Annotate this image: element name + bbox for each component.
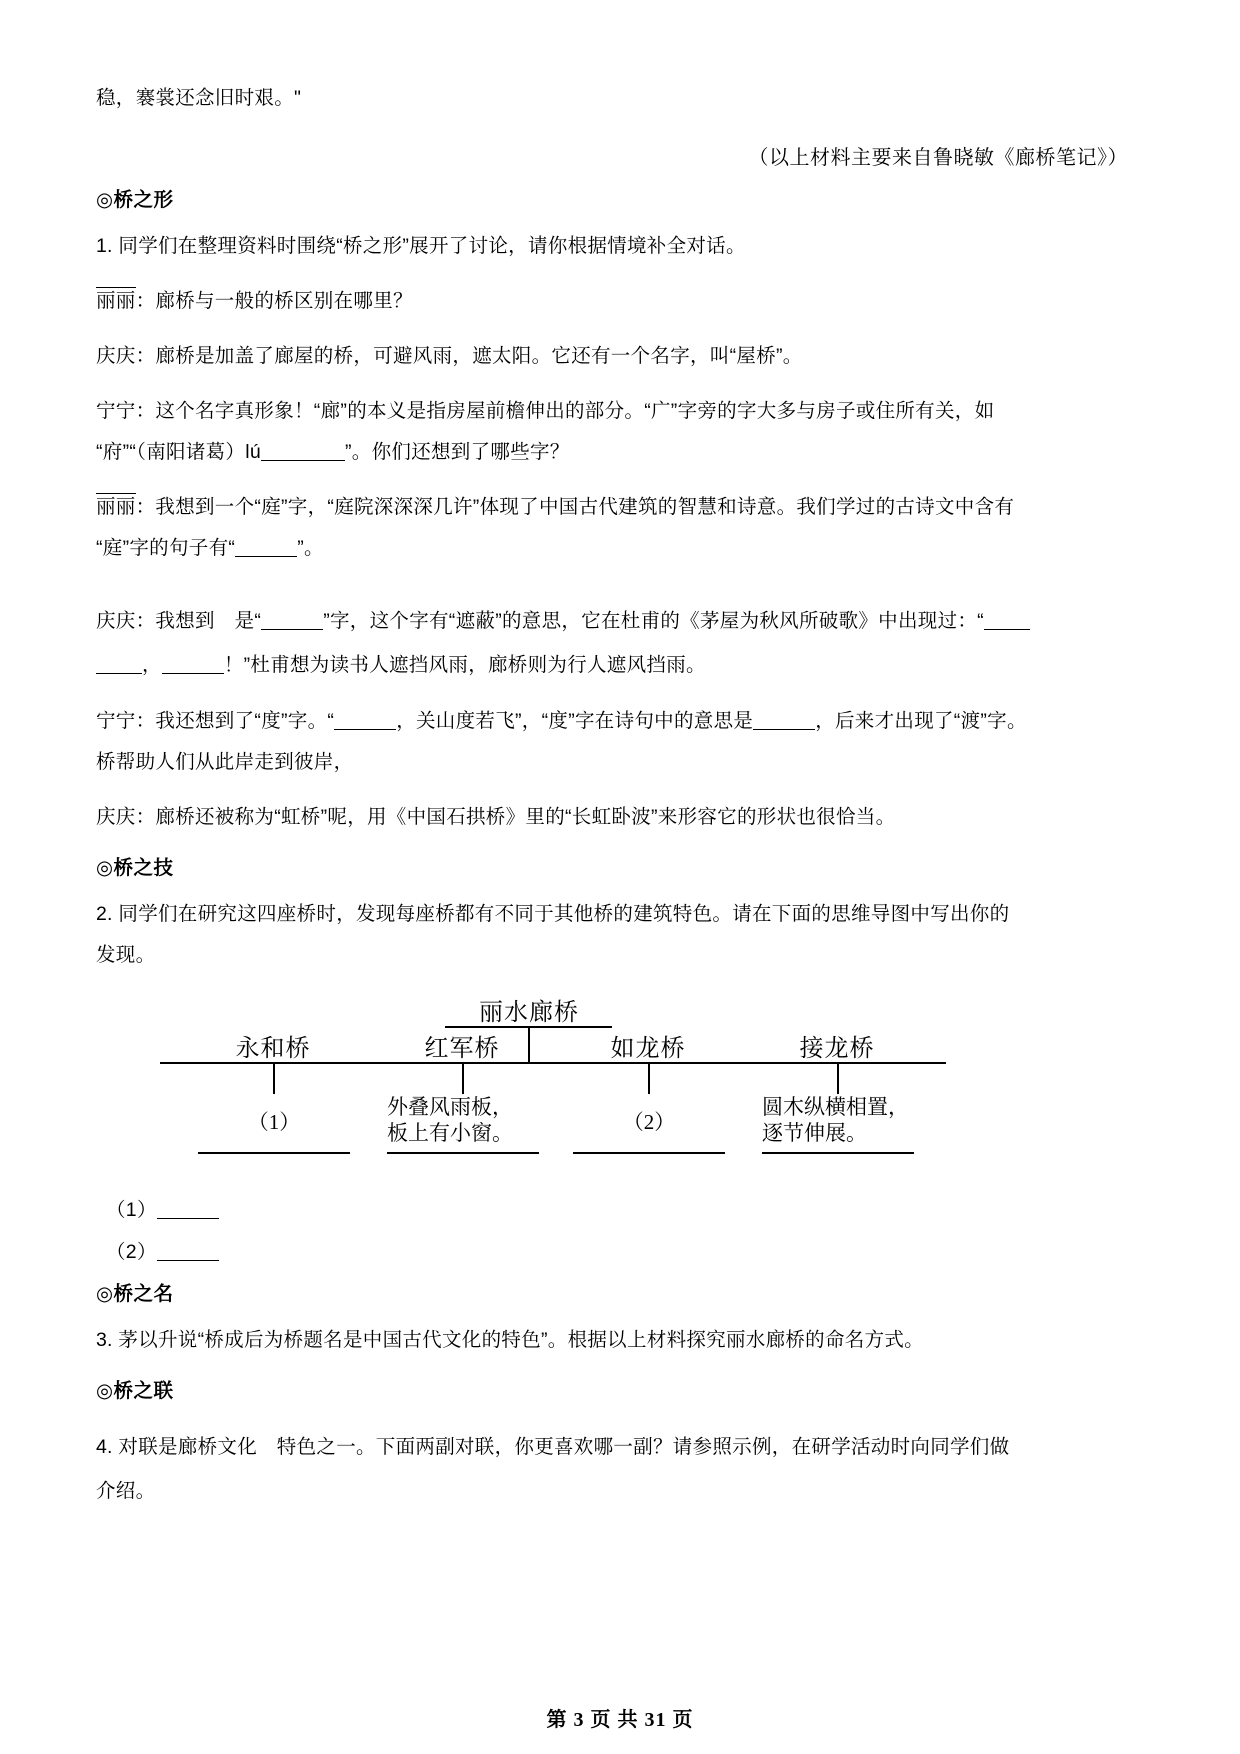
question-4 <box>96 1425 1136 1469</box>
fill-in-blank[interactable] <box>334 729 396 730</box>
spacer <box>96 322 1136 336</box>
speaker-qingqing: 庆庆 <box>96 610 136 632</box>
speaker-ningning: 宁宁 <box>96 710 136 732</box>
diagram-detail-4 <box>762 1094 914 1154</box>
spacer <box>96 1306 1136 1320</box>
spacer <box>96 377 1136 391</box>
question-3 <box>96 1320 1136 1361</box>
spacer <box>96 1403 1136 1425</box>
answer-blank-2[interactable] <box>157 1260 219 1261</box>
dialogue-line <box>96 391 1136 432</box>
diagram-connector-4 <box>837 1062 839 1094</box>
diagram-detail-2 <box>387 1094 539 1154</box>
question-2-number: 2. <box>96 903 113 925</box>
question-1-number: 1. <box>96 235 113 257</box>
dialogue-text: ：我还想到了“度”字。“ <box>135 710 335 732</box>
diagram-node-name-4: 接龙桥 <box>799 1036 875 1062</box>
diagram-node-name-3: 如龙桥 <box>610 1036 686 1062</box>
section-heading-couplet: ◎桥之联 <box>96 1380 174 1402</box>
diagram-root-label: 丽水廊桥 <box>479 1000 579 1026</box>
diagram-detail-4-line1: 圆木纵横相置， <box>762 1095 909 1119</box>
diagram-answer-slot-2[interactable]: （2） <box>573 1094 725 1154</box>
dialogue-text: “庭”字的句子有“ <box>96 537 236 559</box>
spacer <box>96 1172 1136 1194</box>
dialogue-text: ：这个名字真形象！“廊”的本义是指房屋前檐伸出的部分。“广”字旁的字大多与房子或住所有关，如 <box>135 400 995 422</box>
dialogue-text: ，关山度若飞”，“度”字在诗句中的意思是 <box>396 710 754 732</box>
answer-blank-1[interactable] <box>157 1218 219 1219</box>
dialogue-line <box>96 599 1136 643</box>
dialogue-line-cont <box>96 528 1136 569</box>
answer-row-2 <box>96 1236 1136 1264</box>
fill-in-blank[interactable] <box>162 673 224 674</box>
spacer <box>96 880 1136 894</box>
spacer <box>96 119 1136 141</box>
dialogue-text: “府”“（南阳诸葛）lú <box>96 441 262 463</box>
dialogue-text: ”。 <box>297 537 324 559</box>
fill-in-blank[interactable] <box>96 673 142 674</box>
spacer <box>96 473 1136 487</box>
dialogue-line <box>96 487 1136 528</box>
page-footer: 第 3 页 共 31 页 <box>546 1709 694 1731</box>
spacer <box>96 569 1136 599</box>
spacer <box>96 687 1136 701</box>
mind-map-diagram <box>160 992 950 1172</box>
diagram-detail-2-line2: 板上有小窗。 <box>387 1121 513 1145</box>
answer-row-1 <box>96 1194 1136 1222</box>
question-4-number: 4. <box>96 1436 113 1458</box>
dialogue-text: ， <box>142 654 162 676</box>
diagram-node-name-2: 红军桥 <box>424 1036 500 1062</box>
dialogue-line-cont <box>96 432 1136 473</box>
question-3-text: 茅以升说“桥成后为桥题名是中国古代文化的特色”。根据以上材料探究丽水廊桥的命名方式。 <box>118 1329 924 1351</box>
fill-in-blank[interactable] <box>261 629 323 630</box>
dialogue-text: ：廊桥是加盖了廊屋的桥，可避风雨，遮太阳。它还有一个名字，叫“屋桥”。 <box>135 345 803 367</box>
diagram-detail-4-line2: 逐节伸展。 <box>762 1121 867 1145</box>
spacer <box>96 170 1136 184</box>
dialogue-text: 桥帮助人们从此岸走到彼岸， <box>96 751 354 773</box>
question-3-number: 3. <box>96 1329 113 1351</box>
section-heading-skill: ◎桥之技 <box>96 857 174 879</box>
dialogue-text: ：我想到一个“庭”字，“庭院深深深几许”体现了中国古代建筑的智慧和诗意。我们学过的古诗文中含有 <box>135 496 1015 518</box>
spacer <box>96 1361 1136 1375</box>
answer-label-1: （1） <box>106 1199 157 1221</box>
dialogue-line <box>96 281 1136 322</box>
diagram-connector-1 <box>273 1062 275 1094</box>
question-2-cont: 发现。 <box>96 944 156 966</box>
dialogue-text: ：廊桥与一般的桥区别在哪里？ <box>135 290 413 312</box>
continued-text-fragment: 稳，褰裳还念旧时艰。" <box>96 87 302 109</box>
dialogue-line-cont <box>96 643 1136 687</box>
spacer <box>96 1222 1136 1236</box>
dialogue-text: ：我想到 是“ <box>135 610 262 632</box>
spacer <box>96 267 1136 281</box>
question-4-cont: 介绍。 <box>96 1480 156 1502</box>
diagram-answer-slot-1[interactable]: （1） <box>198 1094 350 1154</box>
fill-in-blank[interactable] <box>235 556 297 557</box>
dialogue-text: ”。你们还想到了哪些字？ <box>345 441 570 463</box>
fill-in-blank[interactable] <box>753 729 815 730</box>
diagram-node-name-1: 永和桥 <box>235 1036 311 1062</box>
diagram-connector-3 <box>648 1062 650 1094</box>
question-2 <box>96 894 1136 935</box>
answer-label-2: （2） <box>106 1241 157 1263</box>
source-attribution: （以上材料主要来自鲁晓敏《廊桥笔记》） <box>748 147 1128 169</box>
speaker-lili: 丽丽 <box>96 287 136 313</box>
section-heading-name: ◎桥之名 <box>96 1283 174 1305</box>
dialogue-line <box>96 701 1136 742</box>
diagram-detail-2-line1: 外叠风雨板， <box>387 1095 513 1119</box>
dialogue-text: ：廊桥还被称为“虹桥”呢，用《中国石拱桥》里的“长虹卧波”来形容它的形状也很恰当。 <box>135 806 896 828</box>
dialogue-text: ，后来才出现了“渡”字。 <box>815 710 1027 732</box>
fill-in-blank[interactable] <box>261 460 345 461</box>
spacer <box>96 838 1136 852</box>
speaker-qingqing: 庆庆 <box>96 806 136 828</box>
question-1 <box>96 226 1136 267</box>
dialogue-line <box>96 797 1136 838</box>
section-heading-form: ◎桥之形 <box>96 189 174 211</box>
spacer <box>96 783 1136 797</box>
diagram-connector-2 <box>462 1062 464 1094</box>
speaker-ningning: 宁宁 <box>96 400 136 422</box>
question-4-text: 对联是廊桥文化 特色之一。下面两副对联，你更喜欢哪一副？请参照示例，在研学活动时向同学们做 <box>118 1436 1010 1458</box>
spacer <box>96 1264 1136 1278</box>
fill-in-blank[interactable] <box>984 629 1030 630</box>
speaker-lili: 丽丽 <box>96 493 136 519</box>
dialogue-text: ！”杜甫想为读书人遮挡风雨，廊桥则为行人遮风挡雨。 <box>223 654 706 676</box>
question-2-text: 同学们在研究这四座桥时，发现每座桥都有不同于其他桥的建筑特色。请在下面的思维导图中写出你的 <box>118 903 1010 925</box>
question-1-text: 同学们在整理资料时围绕“桥之形”展开了讨论，请你根据情境补全对话。 <box>118 235 746 257</box>
dialogue-line <box>96 336 1136 377</box>
dialogue-text: ”字，这个字有“遮蔽”的意思，它在杜甫的《茅屋为秋风所破歌》中出现过：“ <box>323 610 984 632</box>
speaker-qingqing: 庆庆 <box>96 345 136 367</box>
dialogue-line-cont <box>96 742 1136 783</box>
spacer <box>96 212 1136 226</box>
